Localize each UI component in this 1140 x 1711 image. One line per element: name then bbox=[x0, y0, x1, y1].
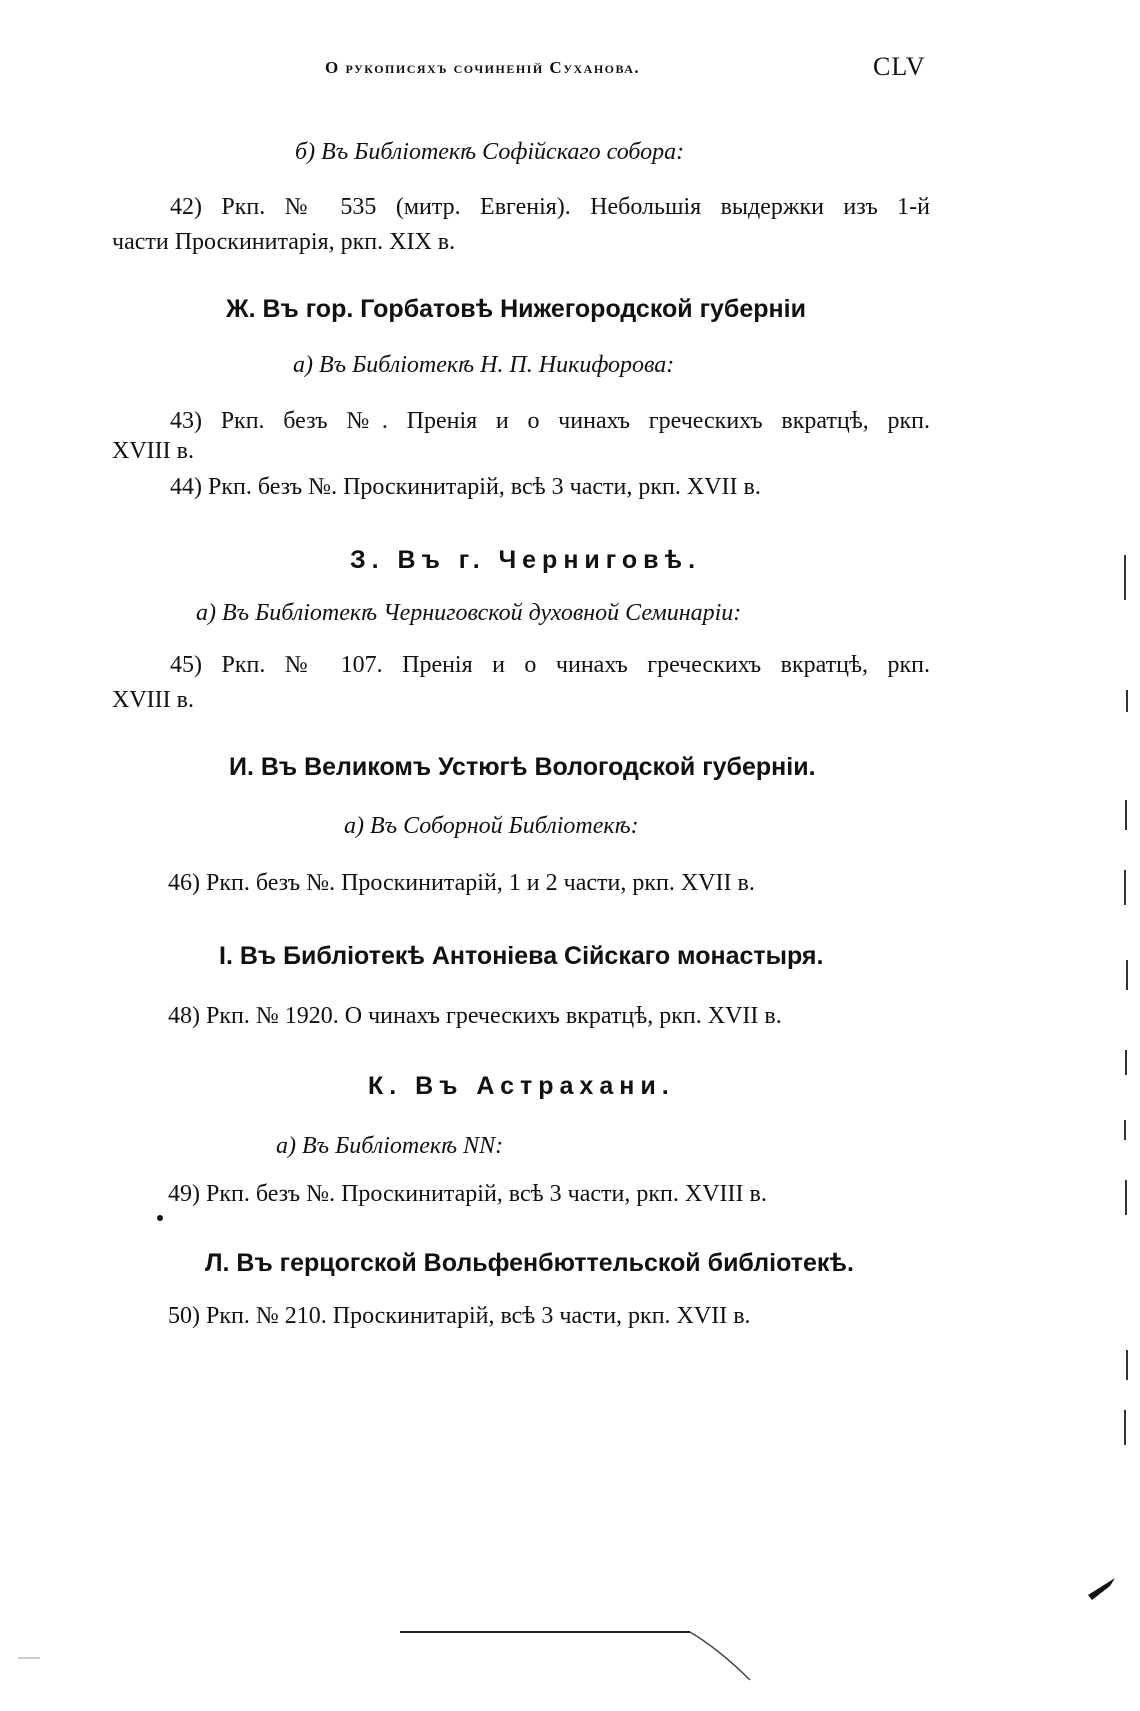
entry-48: 48) Ркп. № 1920. О чинахъ греческихъ вкратцѣ, ркп. XVII в. bbox=[168, 1003, 782, 1029]
heading-siysky-monastery: І. Въ Библіотекѣ Антоніева Сійскаго монастыря. bbox=[219, 942, 824, 970]
heading-astrakhan: К. Въ Астрахани. bbox=[368, 1072, 675, 1100]
subheading-sofia: б) Въ Библіотекѣ Софійскаго собора: bbox=[295, 139, 685, 165]
heading-chernigov: З. Въ г. Черниговѣ. bbox=[350, 546, 702, 574]
subheading-cathedral-library: а) Въ Соборной Библіотекѣ: bbox=[344, 813, 639, 839]
running-title: О рукописяхъ сочиненій Суханова. bbox=[325, 58, 641, 77]
entry-50: 50) Ркп. № 210. Проскинитарій, всѣ 3 части, ркп. XVII в. bbox=[168, 1303, 751, 1329]
heading-wolfenbuttel: Л. Въ герцогской Вольфенбюттельской библіотекѣ. bbox=[205, 1249, 854, 1277]
page-number: CLV bbox=[873, 52, 926, 81]
entry-43-line-2: XVIII в. bbox=[112, 438, 194, 464]
entry-44: 44) Ркп. безъ №. Проскинитарій, всѣ 3 части, ркп. XVII в. bbox=[170, 474, 761, 500]
entry-42-line-1: 42) Ркп. № 535 (митр. Евгенія). Небольшія выдержки изъ 1-й bbox=[170, 194, 930, 220]
entry-43-line-1: 43) Ркп. безъ №. Пренія и о чинахъ греческихъ вкратцѣ, ркп. bbox=[170, 408, 930, 434]
subheading-nn-library: а) Въ Библіотекѣ NN: bbox=[276, 1133, 504, 1159]
heading-gorbatov: Ж. Въ гор. Горбатовѣ Нижегородской губерніи bbox=[226, 295, 806, 323]
entry-42-line-2: части Проскинитарія, ркп. XIX в. bbox=[112, 229, 456, 255]
entry-49: 49) Ркп. безъ №. Проскинитарій, всѣ 3 части, ркп. XVIII в. bbox=[168, 1181, 767, 1207]
heading-ustyug: И. Въ Великомъ Устюгѣ Вологодской губерніи. bbox=[229, 753, 816, 781]
entry-45-line-2: XVIII в. bbox=[112, 687, 194, 713]
entry-45-line-1: 45) Ркп. № 107. Пренія и о чинахъ греческихъ вкратцѣ, ркп. bbox=[170, 652, 930, 678]
subheading-nikiforov: а) Въ Библіотекѣ Н. П. Никифорова: bbox=[293, 352, 675, 378]
subheading-chernigov-seminary: а) Въ Библіотекѣ Черниговской духовной Семинаріи: bbox=[196, 600, 742, 626]
entry-46: 46) Ркп. безъ №. Проскинитарій, 1 и 2 части, ркп. XVII в. bbox=[168, 870, 755, 896]
